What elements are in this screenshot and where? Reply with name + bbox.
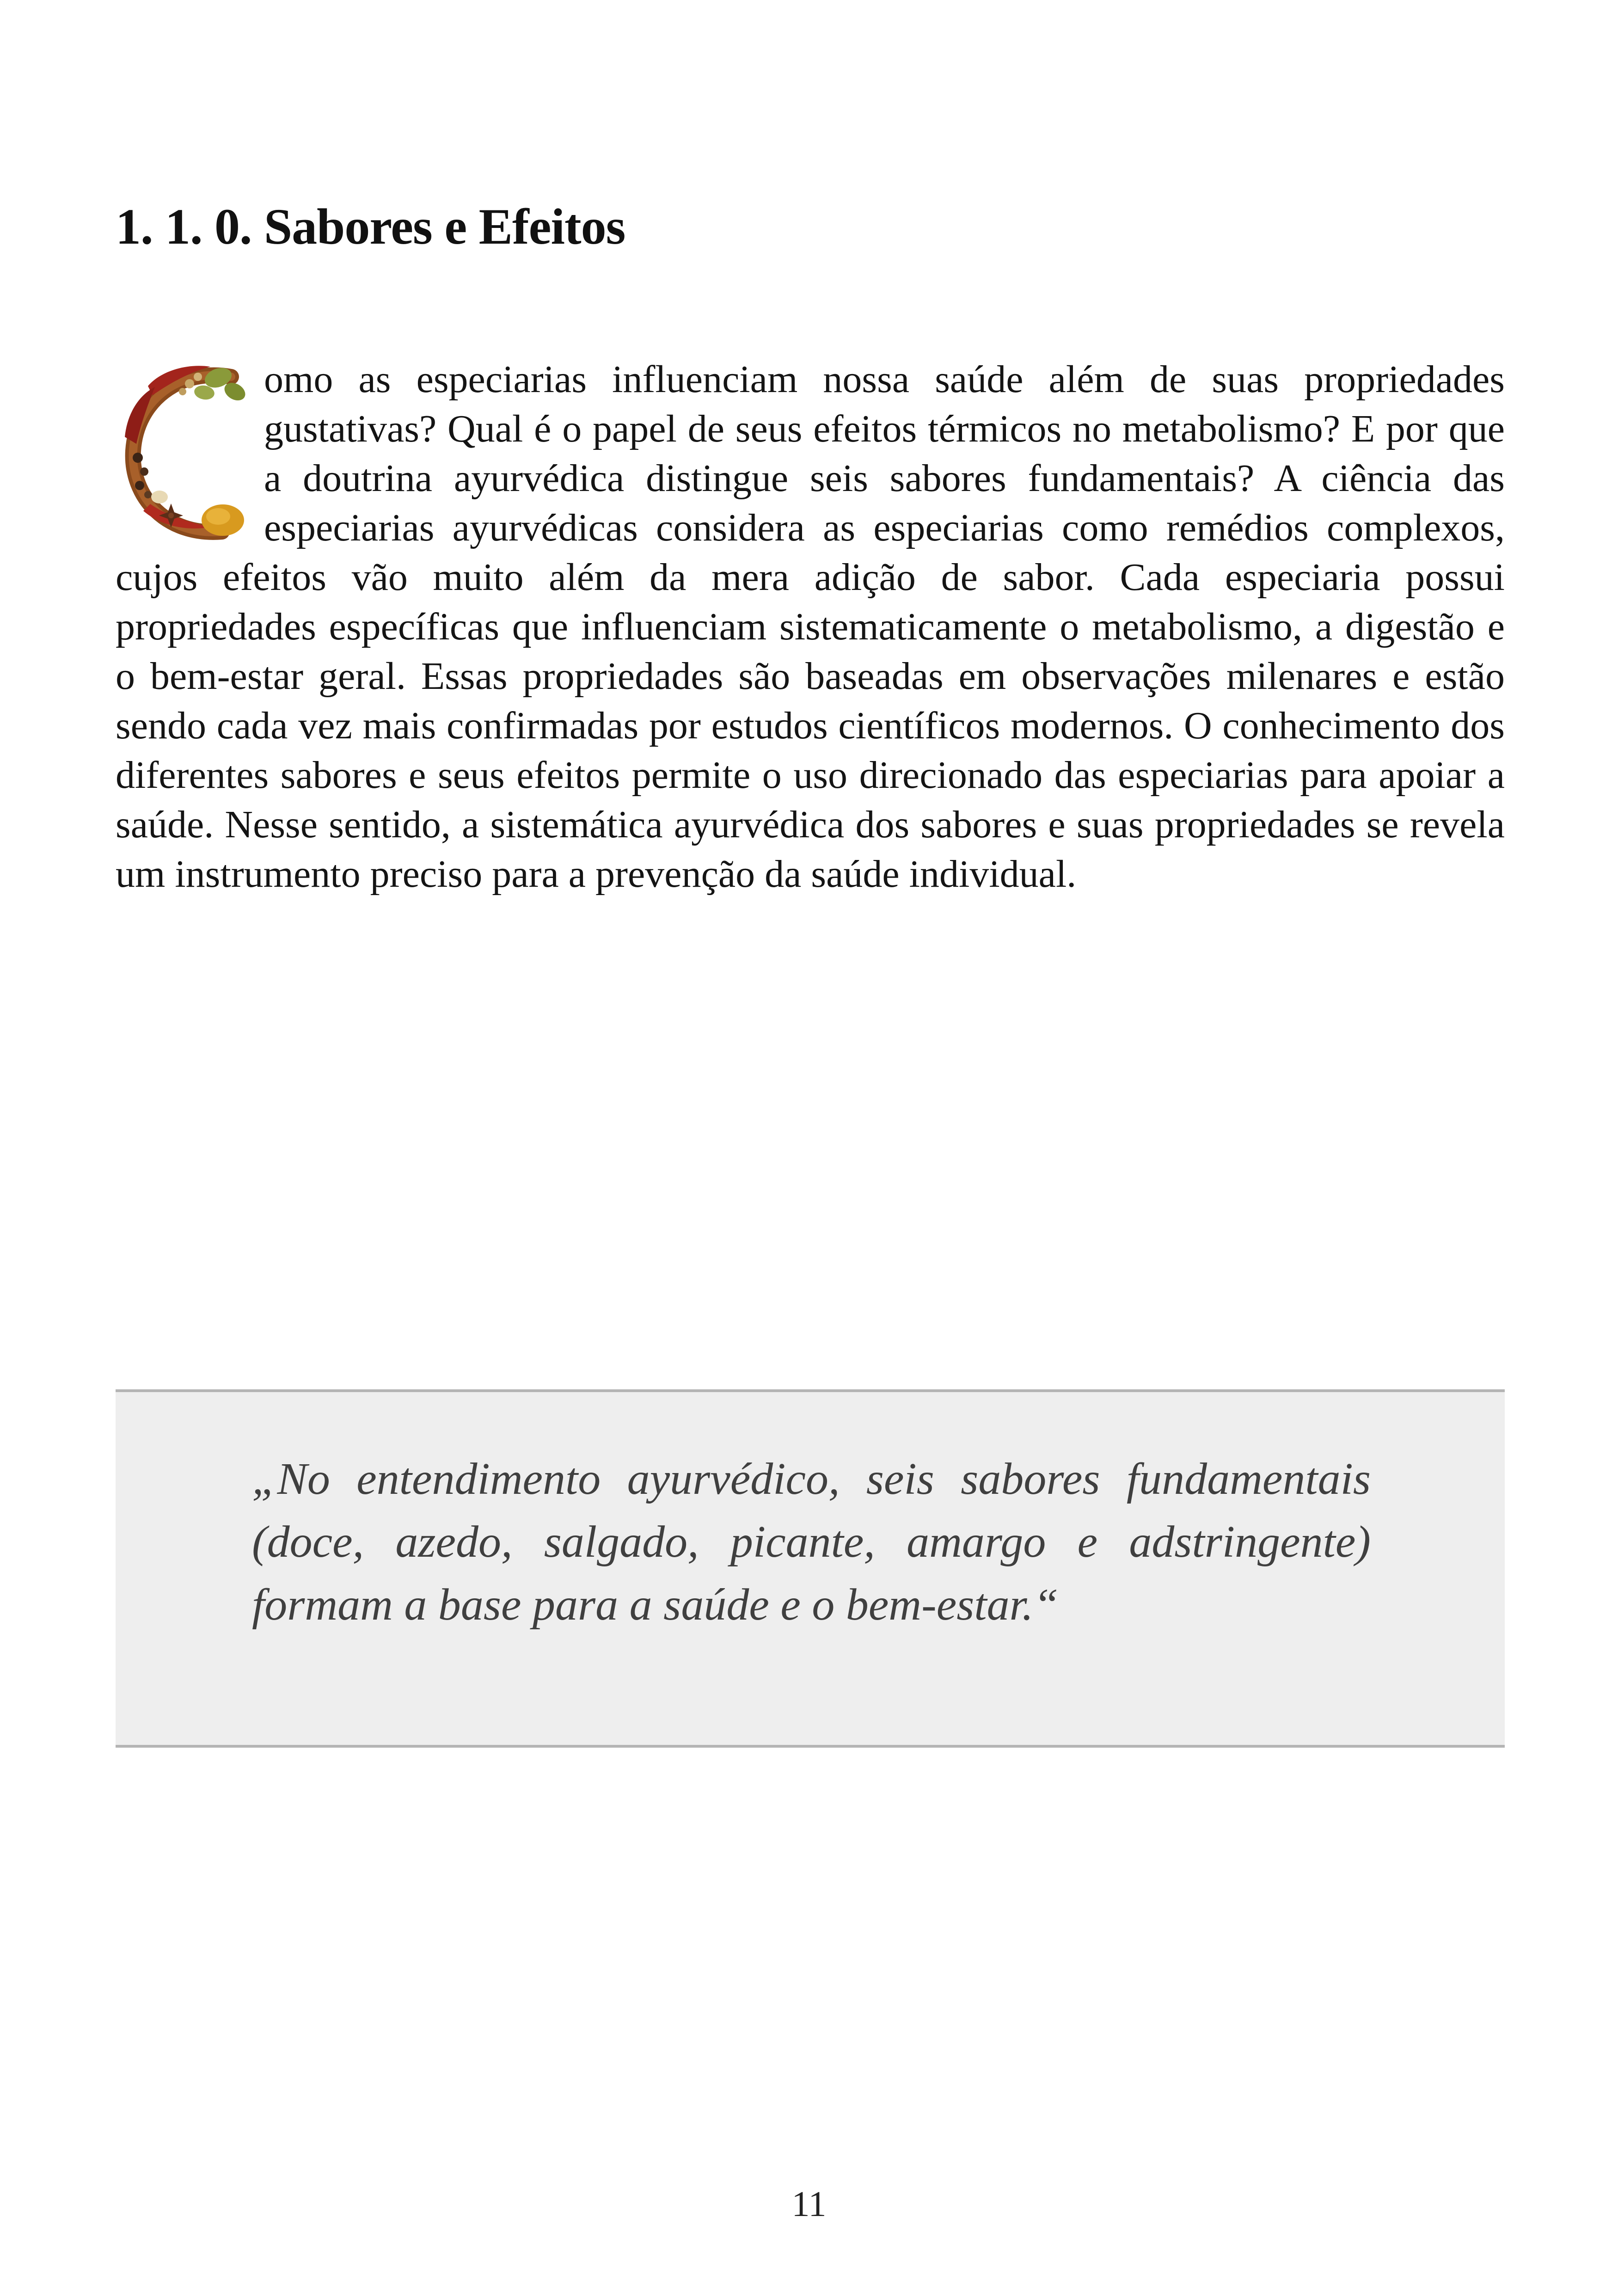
- page-number: 11: [791, 2184, 827, 2224]
- section-heading: 1. 1. 0. Sabores e Efeitos: [116, 198, 625, 255]
- article-body-text: omo as especiarias influenciam nossa saúde além de suas propriedades gustativas? Qual é o papel de seus efeitos térmicos no metabolismo? E por que a doutrina ayurvédica distingue seis sabores fundamentais? A ciência das especiarias ayurvédicas considera as especiarias como remédios complexos, cujos efeitos vão muito além da mera adição de sabor. Cada especiaria possui propriedades específicas que influenciam sistematicamente o metabolismo, a digestão e o bem-estar geral. Essas propriedades são baseadas em observações milenares e estão sendo cada vez mais confirmadas por estudos científicos modernos. O conhecimento dos diferentes sabores e seus efeitos permite o uso direcionado das especiarias para apoiar a saúde. Nesse sentido, a sistemática ayurvédica dos sabores e suas propriedades se revela um instrumento preciso para a prevenção da saúde individual.: [116, 358, 1505, 896]
- spice-letter-c-icon: [116, 358, 252, 546]
- article-body: [116, 355, 1505, 899]
- pull-quote-box: [116, 1389, 1505, 1748]
- pull-quote-text: „No entendimento ayurvédico, seis sabores fundamentais (doce, azedo, salgado, picante, amargo e adstringente) formam a base para a saúde e o bem-estar.“: [252, 1454, 1371, 1630]
